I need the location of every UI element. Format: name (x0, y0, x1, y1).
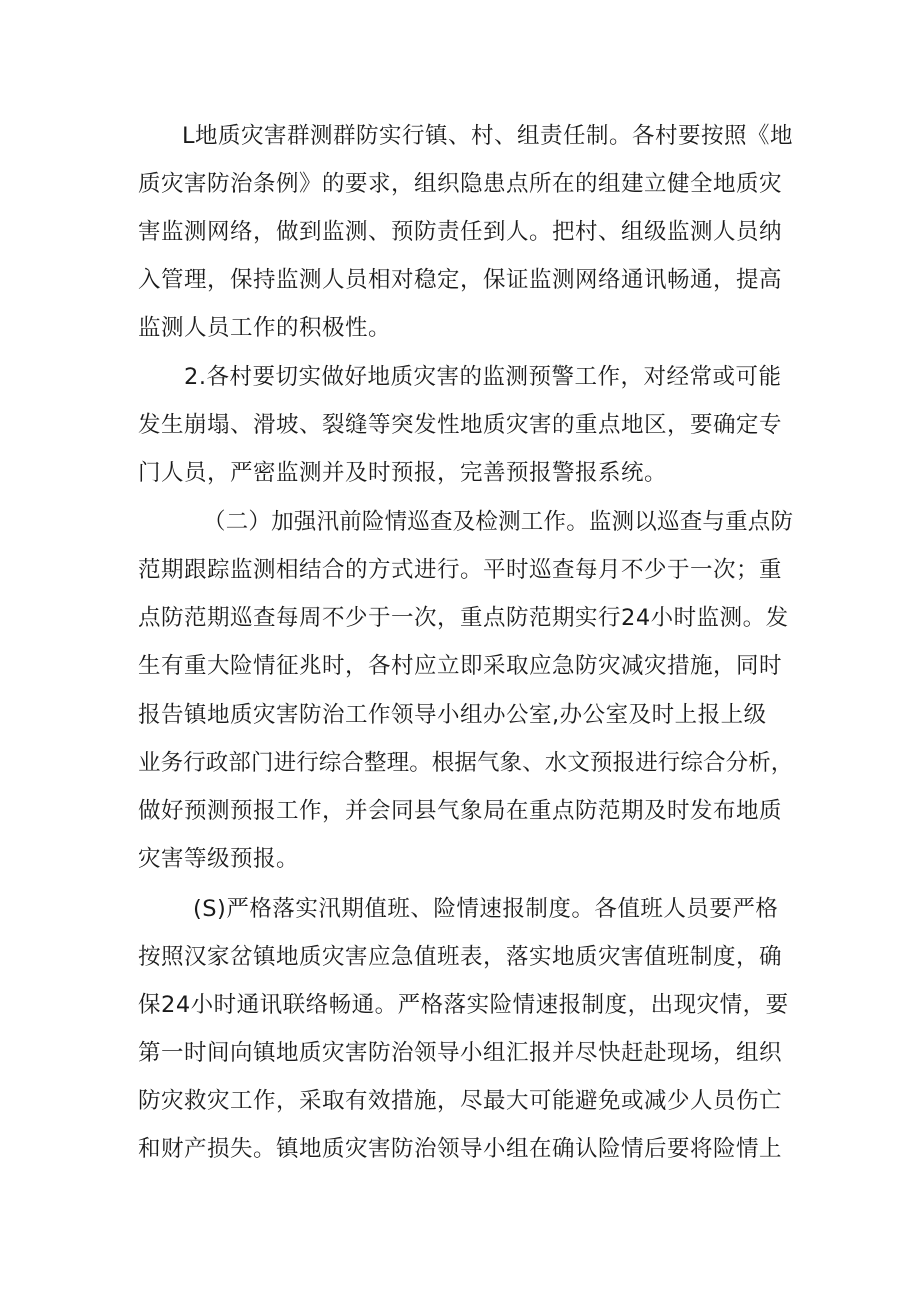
paragraph-2-line-3: 门人员，严密监测并及时预报，完善预报警报系统。 (138, 460, 668, 486)
paragraph-2-line-2: 发生崩塌、滑坡、裂缝等突发性地质灾害的重点地区，要确定专 (138, 412, 783, 438)
paragraph-3-line-2: 范期跟踪监测相结合的方式进行。平时巡查每月不少于一次；重 (138, 557, 783, 583)
paragraph-1-line-2: 质灾害防治条例》的要求，组织隐患点所在的组建立健全地质灾 (138, 171, 783, 197)
paragraph-3-line-8: 灾害等级预报。 (138, 846, 300, 872)
paragraph-4-line-6: 和财产损失。镇地质灾害防治领导小组在确认险情后要将险情上 (138, 1136, 783, 1162)
paragraph-3-line-3: 点防范期巡查每周不少于一次，重点防范期实行24小时监测。发 (138, 605, 789, 631)
paragraph-2-line-1: 2.各村要切实做好地质灾害的监测预警工作，对经常或可能 (184, 364, 782, 390)
paragraph-4-line-5: 防灾救灾工作，采取有效措施，尽最大可能避免或减少人员伤亡 (138, 1088, 783, 1114)
paragraph-3-line-5: 报告镇地质灾害防治工作领导小组办公室,办公室及时上报上级 (138, 702, 767, 728)
paragraph-3-line-7: 做好预测预报工作，并会同县气象局在重点防范期及时发布地质 (138, 798, 783, 824)
paragraph-1-line-1: L地质灾害群测群防实行镇、村、组责任制。各村要按照《地 (182, 123, 794, 149)
paragraph-4-line-2: 按照汉家岔镇地质灾害应急值班表，落实地质灾害值班制度，确 (138, 944, 783, 970)
paragraph-4-line-4: 第一时间向镇地质灾害防治领导小组汇报并尽快赶赴现场，组织 (138, 1040, 783, 1066)
paragraph-1-line-3: 害监测网络，做到监测、预防责任到人。把村、组级监测人员纳 (138, 219, 783, 245)
paragraph-3-line-4: 生有重大险情征兆时，各村应立即采取应急防灾减灾措施，同时 (138, 653, 783, 679)
paragraph-3-line-1: （二）加强汛前险情巡查及检测工作。监测以巡查与重点防 (203, 509, 794, 535)
paragraph-4-line-3: 保24小时通讯联络畅通。严格落实险情速报制度，出现灾情，要 (138, 992, 789, 1018)
paragraph-1-line-5: 监测人员工作的积极性。 (138, 315, 392, 341)
paragraph-1-line-4: 入管理，保持监测人员相对稳定，保证监测网络通讯畅通，提高 (138, 267, 783, 293)
paragraph-4-line-1: (S)严格落实汛期值班、险情速报制度。各值班人员要严格 (193, 896, 779, 922)
paragraph-3-line-6: 业务行政部门进行综合整理。根据气象、水文预报进行综合分析， (138, 750, 794, 776)
